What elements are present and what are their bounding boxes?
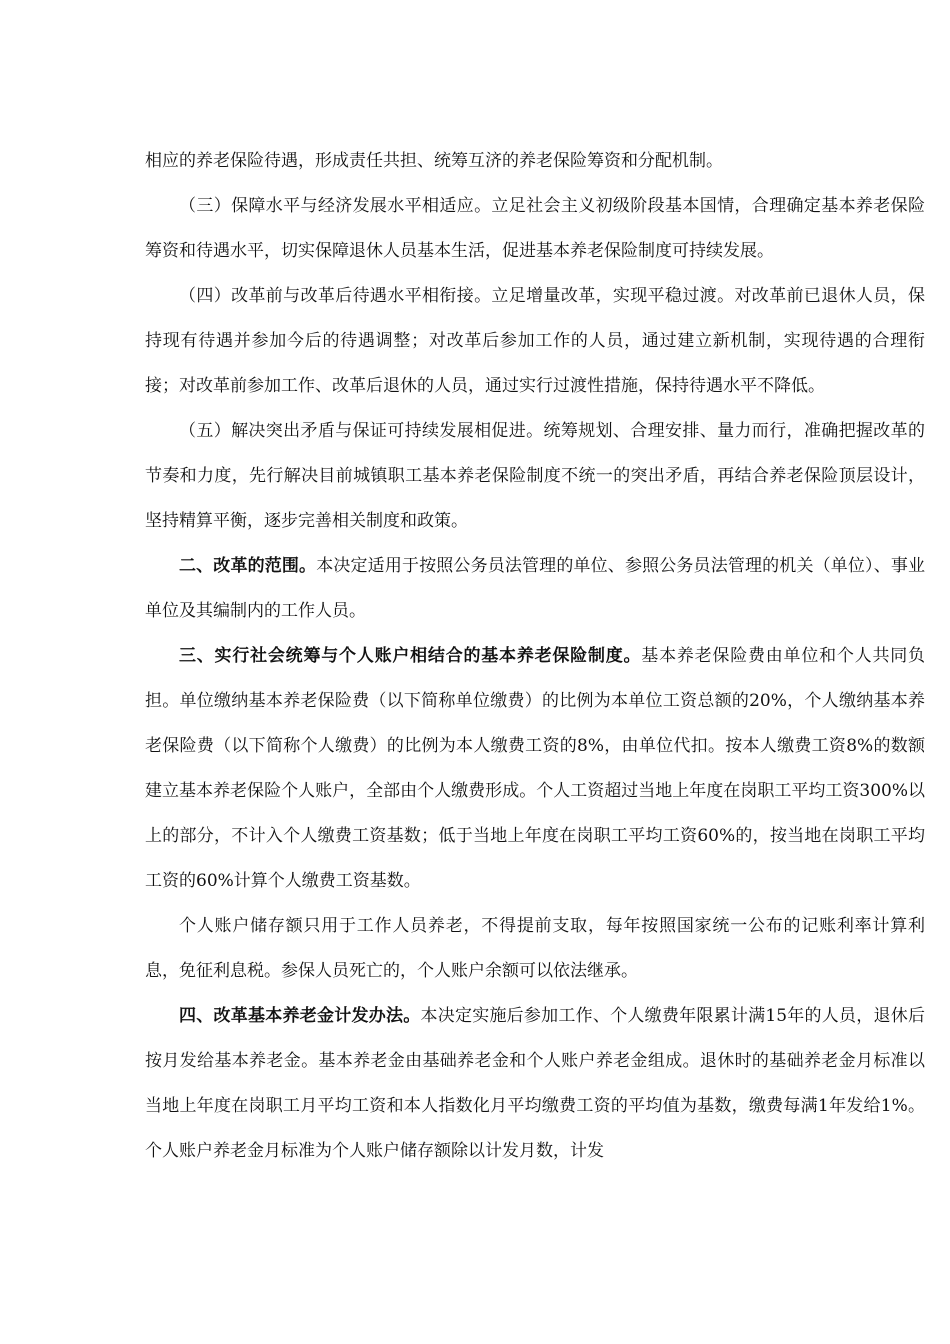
section-heading: 二、改革的范围。 — [179, 556, 317, 576]
paragraph-2 — [145, 184, 925, 274]
paragraph-1 — [145, 139, 925, 184]
paragraph-text: （四）改革前与改革后待遇水平相衔接。立足增量改革，实现平稳过渡。对改革前已退休人员，保持现有待遇并参加今后的待遇调整；对改革后参加工作的人员，通过建立新机制，实现待遇的合理衔接；对改革前参加工作、改革后退休的人员，通过实行过渡性措施，保持待遇水平不降低。 — [145, 286, 925, 396]
paragraph-8 — [145, 994, 925, 1174]
section-heading: 四、改革基本养老金计发办法。 — [179, 1006, 421, 1026]
paragraph-6 — [145, 634, 925, 904]
paragraph-text: （五）解决突出矛盾与保证可持续发展相促进。统筹规划、合理安排、量力而行，准确把握改革的节奏和力度，先行解决目前城镇职工基本养老保险制度不统一的突出矛盾，再结合养老保险顶层设计，坚持精算平衡，逐步完善相关制度和政策。 — [145, 421, 925, 531]
paragraph-4 — [145, 409, 925, 544]
paragraph-text: 本决定适用于按照公务员法管理的单位、参照公务员法管理的机关（单位）、事业单位及其编制内的工作人员。 — [145, 556, 926, 621]
paragraph-text: 相应的养老保险待遇，形成责任共担、统筹互济的养老保险筹资和分配机制。 — [145, 151, 723, 171]
paragraph-text: 本决定实施后参加工作、个人缴费年限累计满15年的人员，退休后按月发给基本养老金。基本养老金由基础养老金和个人账户养老金组成。退休时的基础养老金月标准以当地上年度在岗职工月平均工资和本人指数化月平均缴费工资的平均值为基数，缴费每满1年发给1%。个人账户养老金月标准为个人账户储存额除以计发月数，计发 — [145, 1006, 925, 1161]
paragraph-5 — [145, 544, 925, 634]
paragraph-text: 个人账户储存额只用于工作人员养老，不得提前支取，每年按照国家统一公布的记账利率计算利息，免征利息税。参保人员死亡的，个人账户余额可以依法继承。 — [145, 916, 925, 981]
document-page — [145, 139, 925, 1174]
paragraph-3 — [145, 274, 925, 409]
paragraph-text: 基本养老保险费由单位和个人共同负担。单位缴纳基本养老保险费（以下简称单位缴费）的比例为本单位工资总额的20%，个人缴纳基本养老保险费（以下简称个人缴费）的比例为本人缴费工资的8%，由单位代扣。按本人缴费工资8%的数额建立基本养老保险个人账户，全部由个人缴费形成。个人工资超过当地上年度在岗职工平均工资300%以上的部分，不计入个人缴费工资基数；低于当地上年度在岗职工平均工资60%的，按当地在岗职工平均工资的60%计算个人缴费工资基数。 — [145, 646, 926, 891]
paragraph-text: （三）保障水平与经济发展水平相适应。立足社会主义初级阶段基本国情，合理确定基本养老保险筹资和待遇水平，切实保障退休人员基本生活，促进基本养老保险制度可持续发展。 — [145, 196, 925, 261]
paragraph-7 — [145, 904, 925, 994]
section-heading: 三、实行社会统筹与个人账户相结合的基本养老保险制度。 — [179, 646, 642, 666]
